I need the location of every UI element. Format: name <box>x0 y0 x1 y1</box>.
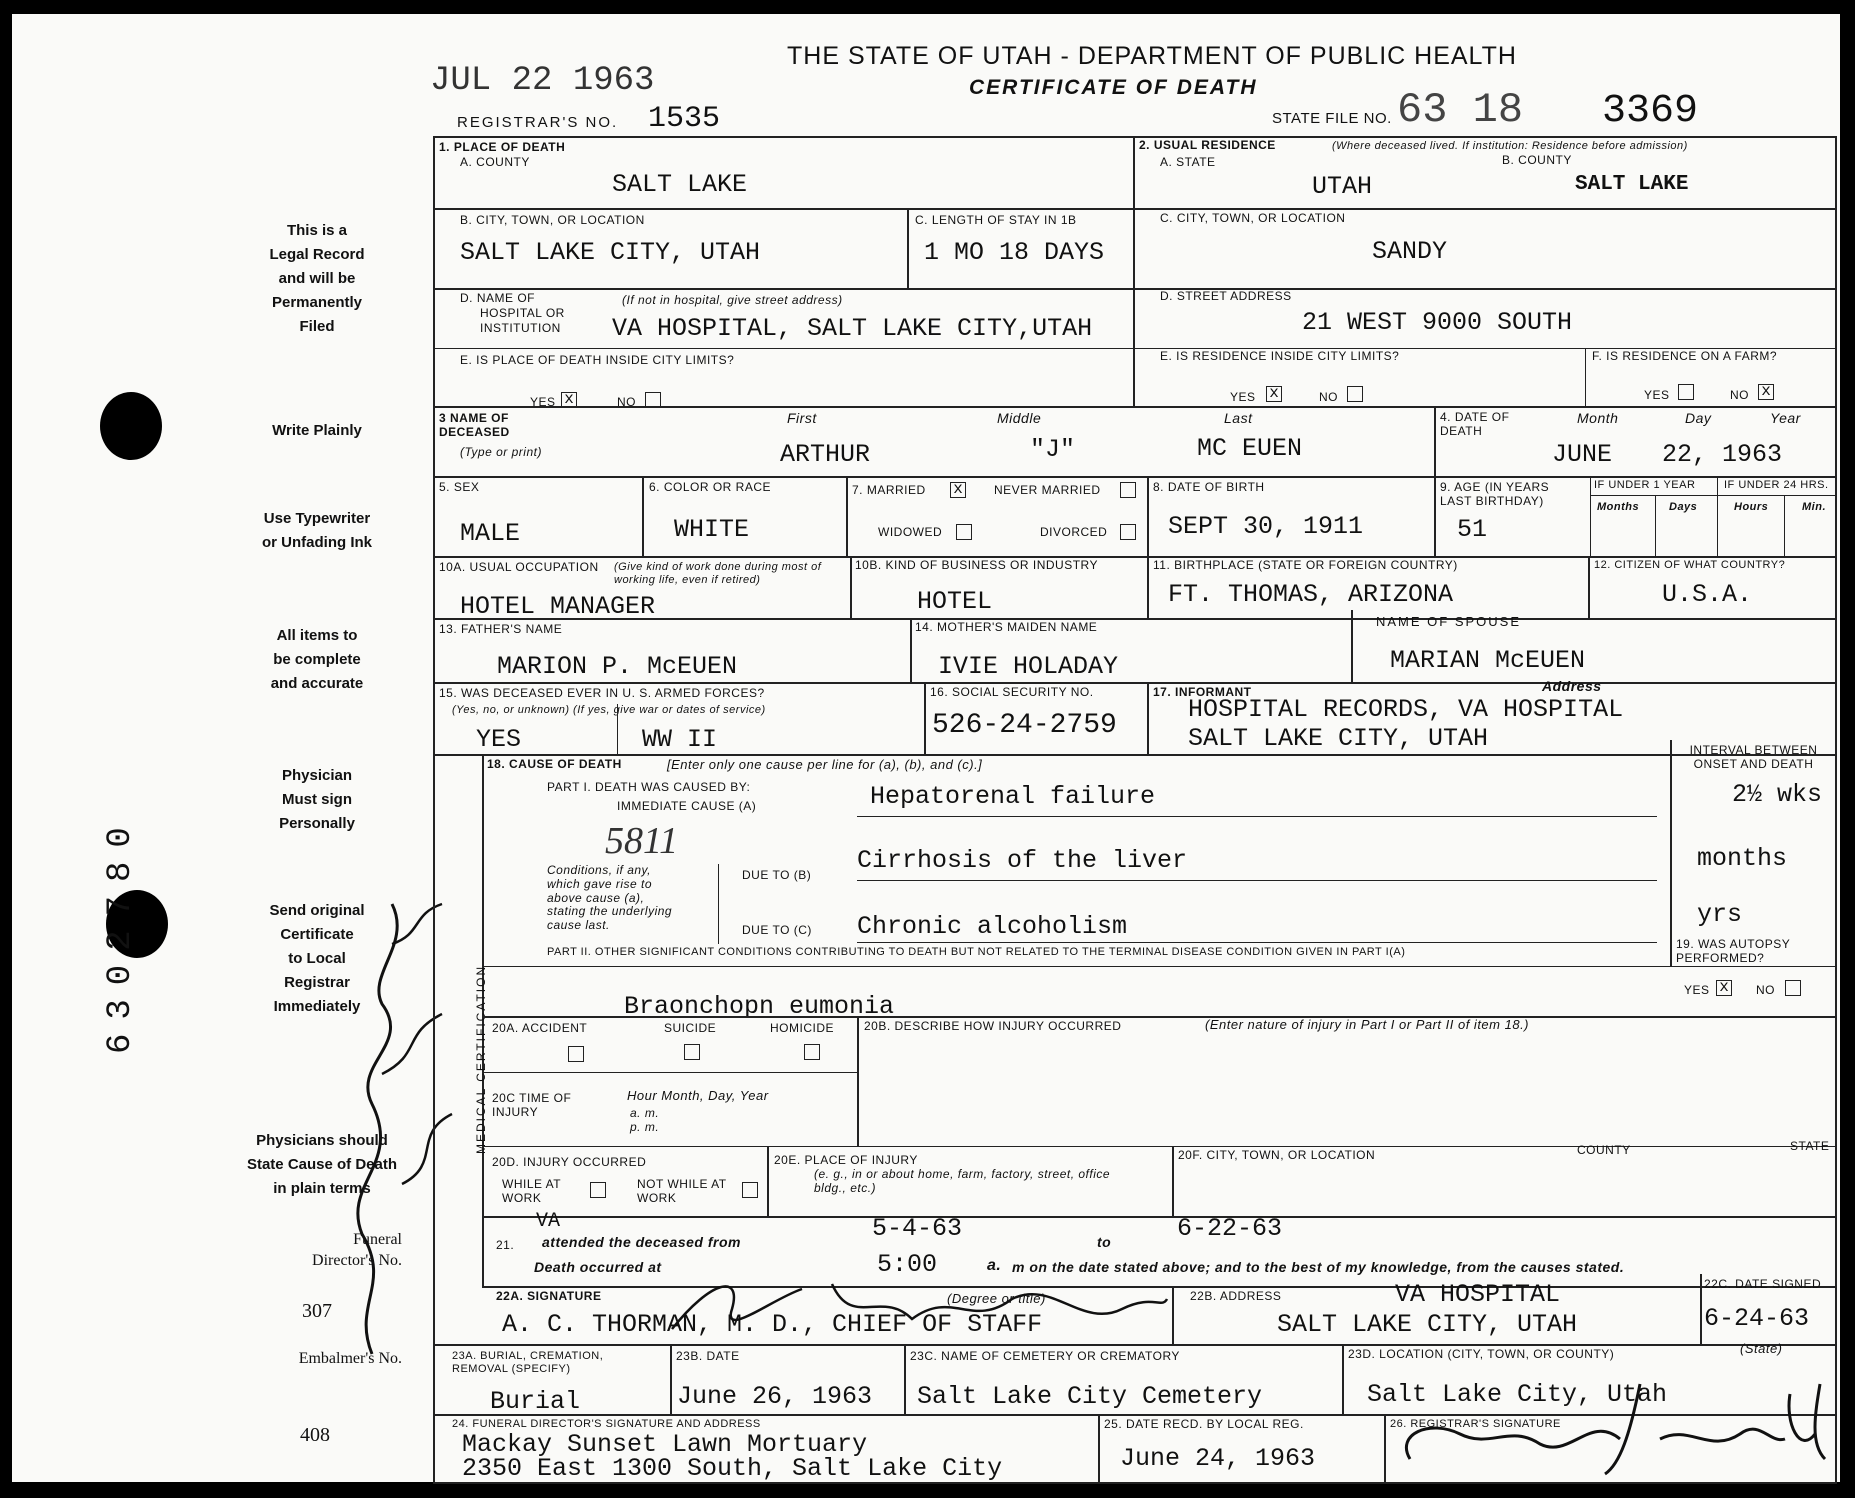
label-homicide: HOMICIDE <box>770 1021 834 1035</box>
checkbox-farm-yes[interactable] <box>1678 384 1694 400</box>
value-res-state: UTAH <box>1312 172 1373 201</box>
divider <box>482 1072 858 1073</box>
value-part-2: Braonchopn eumonia <box>624 992 895 1021</box>
label-no: NO <box>1756 983 1775 997</box>
label-hospital-3: INSTITUTION <box>480 321 561 335</box>
value-hospital: VA HOSPITAL, SALT LAKE CITY,UTAH <box>612 314 1093 343</box>
label-21: 21. <box>496 1238 515 1252</box>
value-interval-b: months <box>1697 844 1788 873</box>
divider <box>433 682 1837 684</box>
value-interval-a: 2½ wks <box>1732 780 1823 809</box>
divider <box>1700 1274 1702 1344</box>
vertical-serial-number: 6302780 <box>102 813 140 1054</box>
label-injury-occurred: 20D. INJURY OCCURRED <box>492 1155 647 1169</box>
divider <box>1434 476 1436 556</box>
checkbox-autopsy-yes[interactable]: x <box>1716 980 1732 996</box>
label-accident: 20A. ACCIDENT <box>492 1021 588 1035</box>
label-cause-of-death: 18. CAUSE OF DEATH <box>487 757 622 771</box>
label-birthplace: 11. BIRTHPLACE (STATE OR FOREIGN COUNTRY) <box>1153 558 1458 572</box>
divider <box>1133 136 1135 406</box>
label-burial: 23A. BURIAL, CREMATION, REMOVAL (SPECIFY) <box>452 1350 604 1375</box>
label-no: NO <box>617 395 636 409</box>
label-cause-note: [Enter only one cause per line for (a), (b), and (c).] <box>667 757 983 772</box>
label-under-24-hrs: IF UNDER 24 HRS. <box>1724 479 1829 491</box>
value-mother: IVIE HOLADAY <box>938 652 1119 681</box>
label-conditions: Conditions, if any, which gave rise to above cause (a), stating the underlying cause last. <box>547 863 673 933</box>
state-file-number: 63 18 <box>1397 86 1524 134</box>
label-due-to-c: DUE TO (C) <box>742 923 812 937</box>
value-res-street: 21 WEST 9000 SOUTH <box>1302 308 1573 337</box>
value-ssn: 526-24-2759 <box>932 710 1117 741</box>
value-cemetery: Salt Lake City Cemetery <box>917 1382 1263 1411</box>
label-injury-city: 20F. CITY, TOWN, OR LOCATION <box>1178 1148 1376 1162</box>
value-informant-2: SALT LAKE CITY, UTAH <box>1188 724 1489 753</box>
label-date-of-birth: 8. DATE OF BIRTH <box>1153 480 1265 494</box>
value-date-signed: 6-24-63 <box>1704 1304 1810 1333</box>
label-res-inside-city: E. IS RESIDENCE INSIDE CITY LIMITS? <box>1160 349 1400 363</box>
label-under-1-year: IF UNDER 1 YEAR <box>1594 479 1696 491</box>
label-race: 6. COLOR OR RACE <box>649 480 772 494</box>
label-first: First <box>787 410 817 426</box>
divider <box>857 942 1657 943</box>
value-funeral-2: 2350 East 1300 South, Salt Lake City <box>462 1454 1003 1483</box>
label-time-note: Hour Month, Day, Year <box>627 1088 769 1103</box>
divider <box>433 288 1837 290</box>
label-married: 7. MARRIED <box>852 483 926 497</box>
label-no: NO <box>1730 388 1749 402</box>
divider <box>1147 556 1149 618</box>
label-day: Day <box>1685 410 1712 426</box>
label-to: to <box>1097 1234 1112 1250</box>
divider <box>1590 495 1837 496</box>
value-res-county: SALT LAKE <box>1575 173 1689 196</box>
label-place-injury-note: (e. g., in or about home, farm, factory, street, office bldg., etc.) <box>814 1167 1111 1195</box>
label-month: Month <box>1577 410 1619 426</box>
label-due-to-b: DUE TO (B) <box>742 868 812 882</box>
value-burial-location: Salt Lake City, Utah <box>1367 1380 1668 1409</box>
value-signer-address-2: SALT LAKE CITY, UTAH <box>1277 1310 1578 1339</box>
value-res-city: SANDY <box>1372 237 1448 266</box>
label-hospital-1: D. NAME OF <box>460 291 536 305</box>
value-occurred-ampm: a. <box>987 1257 1002 1274</box>
divider <box>1585 348 1586 406</box>
divider <box>1670 740 1672 966</box>
label-yes: YES <box>1684 983 1710 997</box>
label-autopsy: 19. WAS AUTOPSY PERFORMED? <box>1676 937 1790 965</box>
value-cause-c: Chronic alcoholism <box>857 912 1128 941</box>
divider <box>482 1216 1837 1218</box>
divider <box>433 208 1837 210</box>
label-yes: YES <box>530 395 556 409</box>
value-funeral-1: Mackay Sunset Lawn Mortuary <box>462 1430 868 1459</box>
checkbox-res-inside-no[interactable] <box>1347 386 1363 402</box>
note-physician: Physician Must sign Personally <box>279 767 355 832</box>
physician-signature <box>652 1269 1172 1344</box>
value-war: WW II <box>642 725 718 754</box>
divider <box>617 704 618 754</box>
label-burial-state: (State) <box>1740 1341 1783 1356</box>
label-age: 9. AGE (IN YEARS LAST BIRTHDAY) <box>1440 480 1550 508</box>
label-cemetery: 23C. NAME OF CEMETERY OR CREMATORY <box>910 1349 1180 1363</box>
value-death-month: JUNE <box>1552 440 1613 469</box>
checkbox-married[interactable]: x <box>950 482 966 498</box>
funeral-director-label: Funeral Director's No. <box>312 1231 402 1269</box>
divider <box>670 1344 672 1414</box>
label-yes: YES <box>1644 388 1670 402</box>
label-hospital-2: HOSPITAL OR <box>480 306 565 320</box>
label-days: Days <box>1669 501 1698 513</box>
value-length-of-stay: 1 MO 18 DAYS <box>924 238 1105 267</box>
label-spouse: NAME OF SPOUSE <box>1376 614 1522 629</box>
value-business: HOTEL <box>917 587 993 616</box>
checkbox-never-married[interactable] <box>1120 482 1136 498</box>
label-occurred: Death occurred at <box>534 1259 662 1275</box>
label-res-street: D. STREET ADDRESS <box>1160 289 1292 303</box>
label-address: Address <box>1542 678 1602 694</box>
value-date-recd: June 24, 1963 <box>1120 1444 1316 1473</box>
divider <box>1784 495 1785 556</box>
value-last-name: MC EUEN <box>1197 434 1303 463</box>
divider <box>924 682 926 754</box>
value-attend-va: VA <box>536 1210 561 1233</box>
label-never-married: NEVER MARRIED <box>994 483 1101 497</box>
label-citizen: 12. CITIZEN OF WHAT COUNTRY? <box>1594 559 1786 571</box>
label-hours: Hours <box>1734 501 1769 513</box>
value-death-day-year: 22, 1963 <box>1662 440 1783 469</box>
label-signer-address: 22B. ADDRESS <box>1190 1289 1282 1303</box>
divider <box>482 1016 1837 1018</box>
certificate-paper <box>12 14 1840 1482</box>
label-injury-county: COUNTY <box>1577 1143 1631 1157</box>
label-min: Min. <box>1802 501 1826 513</box>
divider <box>1351 610 1353 682</box>
label-usual-residence: 2. USUAL RESIDENCE <box>1139 138 1276 152</box>
checkbox-not-while-at-work[interactable] <box>742 1182 758 1198</box>
label-degree: (Degree or title) <box>947 1291 1046 1306</box>
label-while-at-work: WHILE AT WORK <box>502 1177 561 1205</box>
value-code: 5811 <box>605 820 679 862</box>
label-widowed: WIDOWED <box>878 525 943 539</box>
divider <box>642 476 644 556</box>
divider <box>1717 476 1718 556</box>
divider <box>433 754 1837 756</box>
label-divorced: DIVORCED <box>1040 525 1108 539</box>
divider <box>1172 1146 1174 1216</box>
label-suicide: SUICIDE <box>664 1021 717 1035</box>
divider <box>433 406 1837 408</box>
checkbox-accident[interactable] <box>568 1046 584 1062</box>
checkbox-divorced[interactable] <box>1120 524 1136 540</box>
value-occupation: HOTEL MANAGER <box>460 592 656 621</box>
value-cause-a: Hepatorenal failure <box>870 782 1156 811</box>
label-burial-date: 23B. DATE <box>676 1349 740 1363</box>
divider <box>857 880 1657 881</box>
divider <box>846 476 848 556</box>
divider <box>482 1146 1837 1147</box>
label-attended: attended the deceased from <box>542 1234 741 1250</box>
label-type-or-print: (Type or print) <box>460 445 542 459</box>
label-describe-note: (Enter nature of injury in Part I or Part II of item 18.) <box>1205 1017 1530 1032</box>
checkbox-while-at-work[interactable] <box>590 1182 606 1198</box>
checkbox-inside-city-yes[interactable]: x <box>561 392 577 408</box>
divider <box>433 556 1837 558</box>
label-no: NO <box>1319 390 1338 404</box>
note-send-original: Send original Certificate to Local Registrar Immediately <box>269 902 365 1015</box>
value-occurred-time: 5:00 <box>877 1250 938 1279</box>
label-ssn: 16. SOCIAL SECURITY NO. <box>930 685 1094 699</box>
registrar-signature <box>1390 1364 1830 1479</box>
label-sex: 5. SEX <box>439 480 480 494</box>
value-interval-c: yrs <box>1697 900 1743 929</box>
label-describe-injury: 20B. DESCRIBE HOW INJURY OCCURRED <box>864 1019 1122 1033</box>
label-length-of-stay: C. LENGTH OF STAY IN 1B <box>915 213 1077 227</box>
label-burial-location: 23D. LOCATION (CITY, TOWN, OR COUNTY) <box>1348 1347 1615 1361</box>
label-occupation-note: (Give kind of work done during most of working life, even if retired) <box>614 561 822 586</box>
divider <box>1342 1344 1344 1414</box>
divider <box>904 1344 906 1414</box>
label-business: 10B. KIND OF BUSINESS OR INDUSTRY <box>855 558 1098 572</box>
label-date-signed: 22C. DATE SIGNED <box>1704 1277 1822 1291</box>
header-subtitle: CERTIFICATE OF DEATH <box>969 76 1258 99</box>
label-injury-state: STATE <box>1790 1139 1830 1153</box>
label-occupation: 10A. USUAL OCCUPATION <box>439 560 599 574</box>
label-inside-city: E. IS PLACE OF DEATH INSIDE CITY LIMITS? <box>460 353 735 367</box>
label-signature: 22A. SIGNATURE <box>496 1289 602 1303</box>
divider <box>910 618 912 682</box>
label-name-deceased: 3 NAME OF DECEASED <box>439 411 510 439</box>
funeral-director-number: 307 <box>302 1300 332 1322</box>
divider <box>1384 1414 1386 1484</box>
label-interval: INTERVAL BETWEEN ONSET AND DEATH <box>1689 743 1818 771</box>
divider <box>1147 682 1149 754</box>
divider <box>433 1344 1837 1346</box>
label-middle: Middle <box>997 410 1042 426</box>
note-all-items: All items to be complete and accurate <box>270 627 364 692</box>
label-occurred-tail: m on the date stated above; and to the best of my knowledge, from the causes stated. <box>1012 1259 1625 1275</box>
registrar-number: 1535 <box>648 102 721 136</box>
embalmer-number: 408 <box>300 1424 330 1446</box>
label-immediate-cause: IMMEDIATE CAUSE (A) <box>617 799 757 813</box>
label-place-of-injury: 20E. PLACE OF INJURY <box>774 1153 918 1167</box>
divider <box>1147 476 1149 556</box>
note-write-plainly: Write Plainly <box>272 422 362 439</box>
label-res-county: B. COUNTY <box>1502 153 1572 167</box>
value-middle-name: "J" <box>1030 435 1076 464</box>
value-burial: Burial <box>490 1387 581 1416</box>
value-informant-1: HOSPITAL RECORDS, VA HOSPITAL <box>1188 695 1624 724</box>
header-title: THE STATE OF UTAH - DEPARTMENT OF PUBLIC HEALTH <box>787 42 1517 70</box>
label-time-of-injury: 20C TIME OF INJURY <box>492 1091 572 1119</box>
divider <box>718 864 719 944</box>
label-date-recd: 25. DATE RECD. BY LOCAL REG. <box>1104 1417 1304 1431</box>
label-part-2: PART II. OTHER SIGNIFICANT CONDITIONS CONTRIBUTING TO DEATH BUT NOT RELATED TO THE TERMINAL DISEASE CONDITION GIVEN IN PART I(A) <box>547 946 1406 958</box>
label-hospital-note: (If not in hospital, give street address) <box>622 293 843 307</box>
divider <box>767 1146 769 1216</box>
note-cause-plain: Physicians should State Cause of Death in plain terms <box>246 1132 398 1197</box>
value-burial-date: June 26, 1963 <box>677 1382 873 1411</box>
value-first-name: ARTHUR <box>780 440 871 469</box>
label-funeral-director: 24. FUNERAL DIRECTOR'S SIGNATURE AND ADDRESS <box>452 1418 761 1430</box>
label-county: A. COUNTY <box>460 155 530 169</box>
registrar-label: REGISTRAR'S NO. <box>457 114 619 131</box>
divider <box>1590 476 1591 556</box>
label-part-1: PART I. DEATH WAS CAUSED BY: <box>547 780 751 794</box>
checkbox-widowed[interactable] <box>956 524 972 540</box>
value-attend-from: 5-4-63 <box>872 1214 963 1243</box>
value-armed-forces: YES <box>476 725 522 754</box>
state-file-number-2: 3369 <box>1602 89 1699 134</box>
divider <box>1655 495 1656 556</box>
value-cause-b: Cirrhosis of the liver <box>857 846 1188 875</box>
divider <box>907 208 909 288</box>
label-res-city: C. CITY, TOWN, OR LOCATION <box>1160 211 1346 225</box>
value-spouse: MARIAN McEUEN <box>1390 646 1586 675</box>
value-date-of-birth: SEPT 30, 1911 <box>1168 512 1364 541</box>
divider <box>433 618 1837 620</box>
checkbox-suicide[interactable] <box>684 1044 700 1060</box>
checkbox-autopsy-no[interactable] <box>1785 980 1801 996</box>
value-father: MARION P. McEUEN <box>497 652 738 681</box>
label-months: Months <box>1597 501 1640 513</box>
value-signer-address-1: VA HOSPITAL <box>1395 1280 1561 1309</box>
divider <box>850 556 852 618</box>
value-birthplace: FT. THOMAS, ARIZONA <box>1168 580 1454 609</box>
value-race: WHITE <box>674 515 750 544</box>
label-place-of-death: 1. PLACE OF DEATH <box>439 140 566 154</box>
divider <box>857 1016 859 1146</box>
label-city: B. CITY, TOWN, OR LOCATION <box>460 213 645 227</box>
divider <box>857 816 1657 817</box>
label-last: Last <box>1224 410 1253 426</box>
divider <box>1172 1286 1174 1344</box>
label-residence-note: (Where deceased lived. If institution: Residence before admission) <box>1332 140 1688 152</box>
label-not-while-at-work: NOT WHILE AT WORK <box>637 1177 727 1205</box>
divider <box>1434 406 1436 476</box>
label-farm: F. IS RESIDENCE ON A FARM? <box>1592 349 1778 363</box>
checkbox-homicide[interactable] <box>804 1044 820 1060</box>
label-mother: 14. MOTHER'S MAIDEN NAME <box>915 620 1098 634</box>
label-registrar-signature: 26. REGISTRAR'S SIGNATURE <box>1390 1418 1561 1430</box>
label-father: 13. FATHER'S NAME <box>439 622 563 636</box>
label-armed-forces: 15. WAS DECEASED EVER IN U. S. ARMED FORCES? <box>439 686 765 700</box>
value-sex: MALE <box>460 519 521 548</box>
label-am-pm: a. m. p. m. <box>630 1106 660 1134</box>
value-county: SALT LAKE <box>612 170 748 199</box>
label-date-of-death: 4. DATE OF DEATH <box>1440 410 1510 438</box>
medical-certification-label: MEDICAL CERTIFICATION <box>474 964 488 1154</box>
punch-hole-top <box>100 392 162 460</box>
label-informant: 17. INFORMANT <box>1153 685 1252 699</box>
note-typewriter: Use Typewriter or Unfading Ink <box>262 510 372 551</box>
stamp-date: JUL 22 1963 <box>430 62 655 100</box>
label-armed-note: (Yes, no, or unknown) (If yes, give war or dates of service) <box>452 704 766 716</box>
state-file-label: STATE FILE NO. <box>1272 110 1392 127</box>
value-age: 51 <box>1457 515 1488 544</box>
divider <box>482 966 1837 967</box>
checkbox-res-inside-yes[interactable]: x <box>1266 386 1282 402</box>
value-attend-to: 6-22-63 <box>1177 1214 1283 1243</box>
label-year: Year <box>1770 410 1801 426</box>
value-city: SALT LAKE CITY, UTAH <box>460 238 761 267</box>
label-res-state: A. STATE <box>1160 155 1216 169</box>
value-citizen: U.S.A. <box>1662 580 1753 609</box>
note-legal-record: This is a Legal Record and will be Permanently Filed <box>269 222 365 335</box>
label-yes: YES <box>1230 390 1256 404</box>
checkbox-farm-no[interactable]: x <box>1758 384 1774 400</box>
divider <box>1588 556 1590 618</box>
value-signer: A. C. THORMAN, M. D., CHIEF OF STAFF <box>502 1310 1043 1339</box>
divider <box>1098 1414 1100 1484</box>
embalmer-label: Embalmer's No. <box>298 1350 402 1367</box>
